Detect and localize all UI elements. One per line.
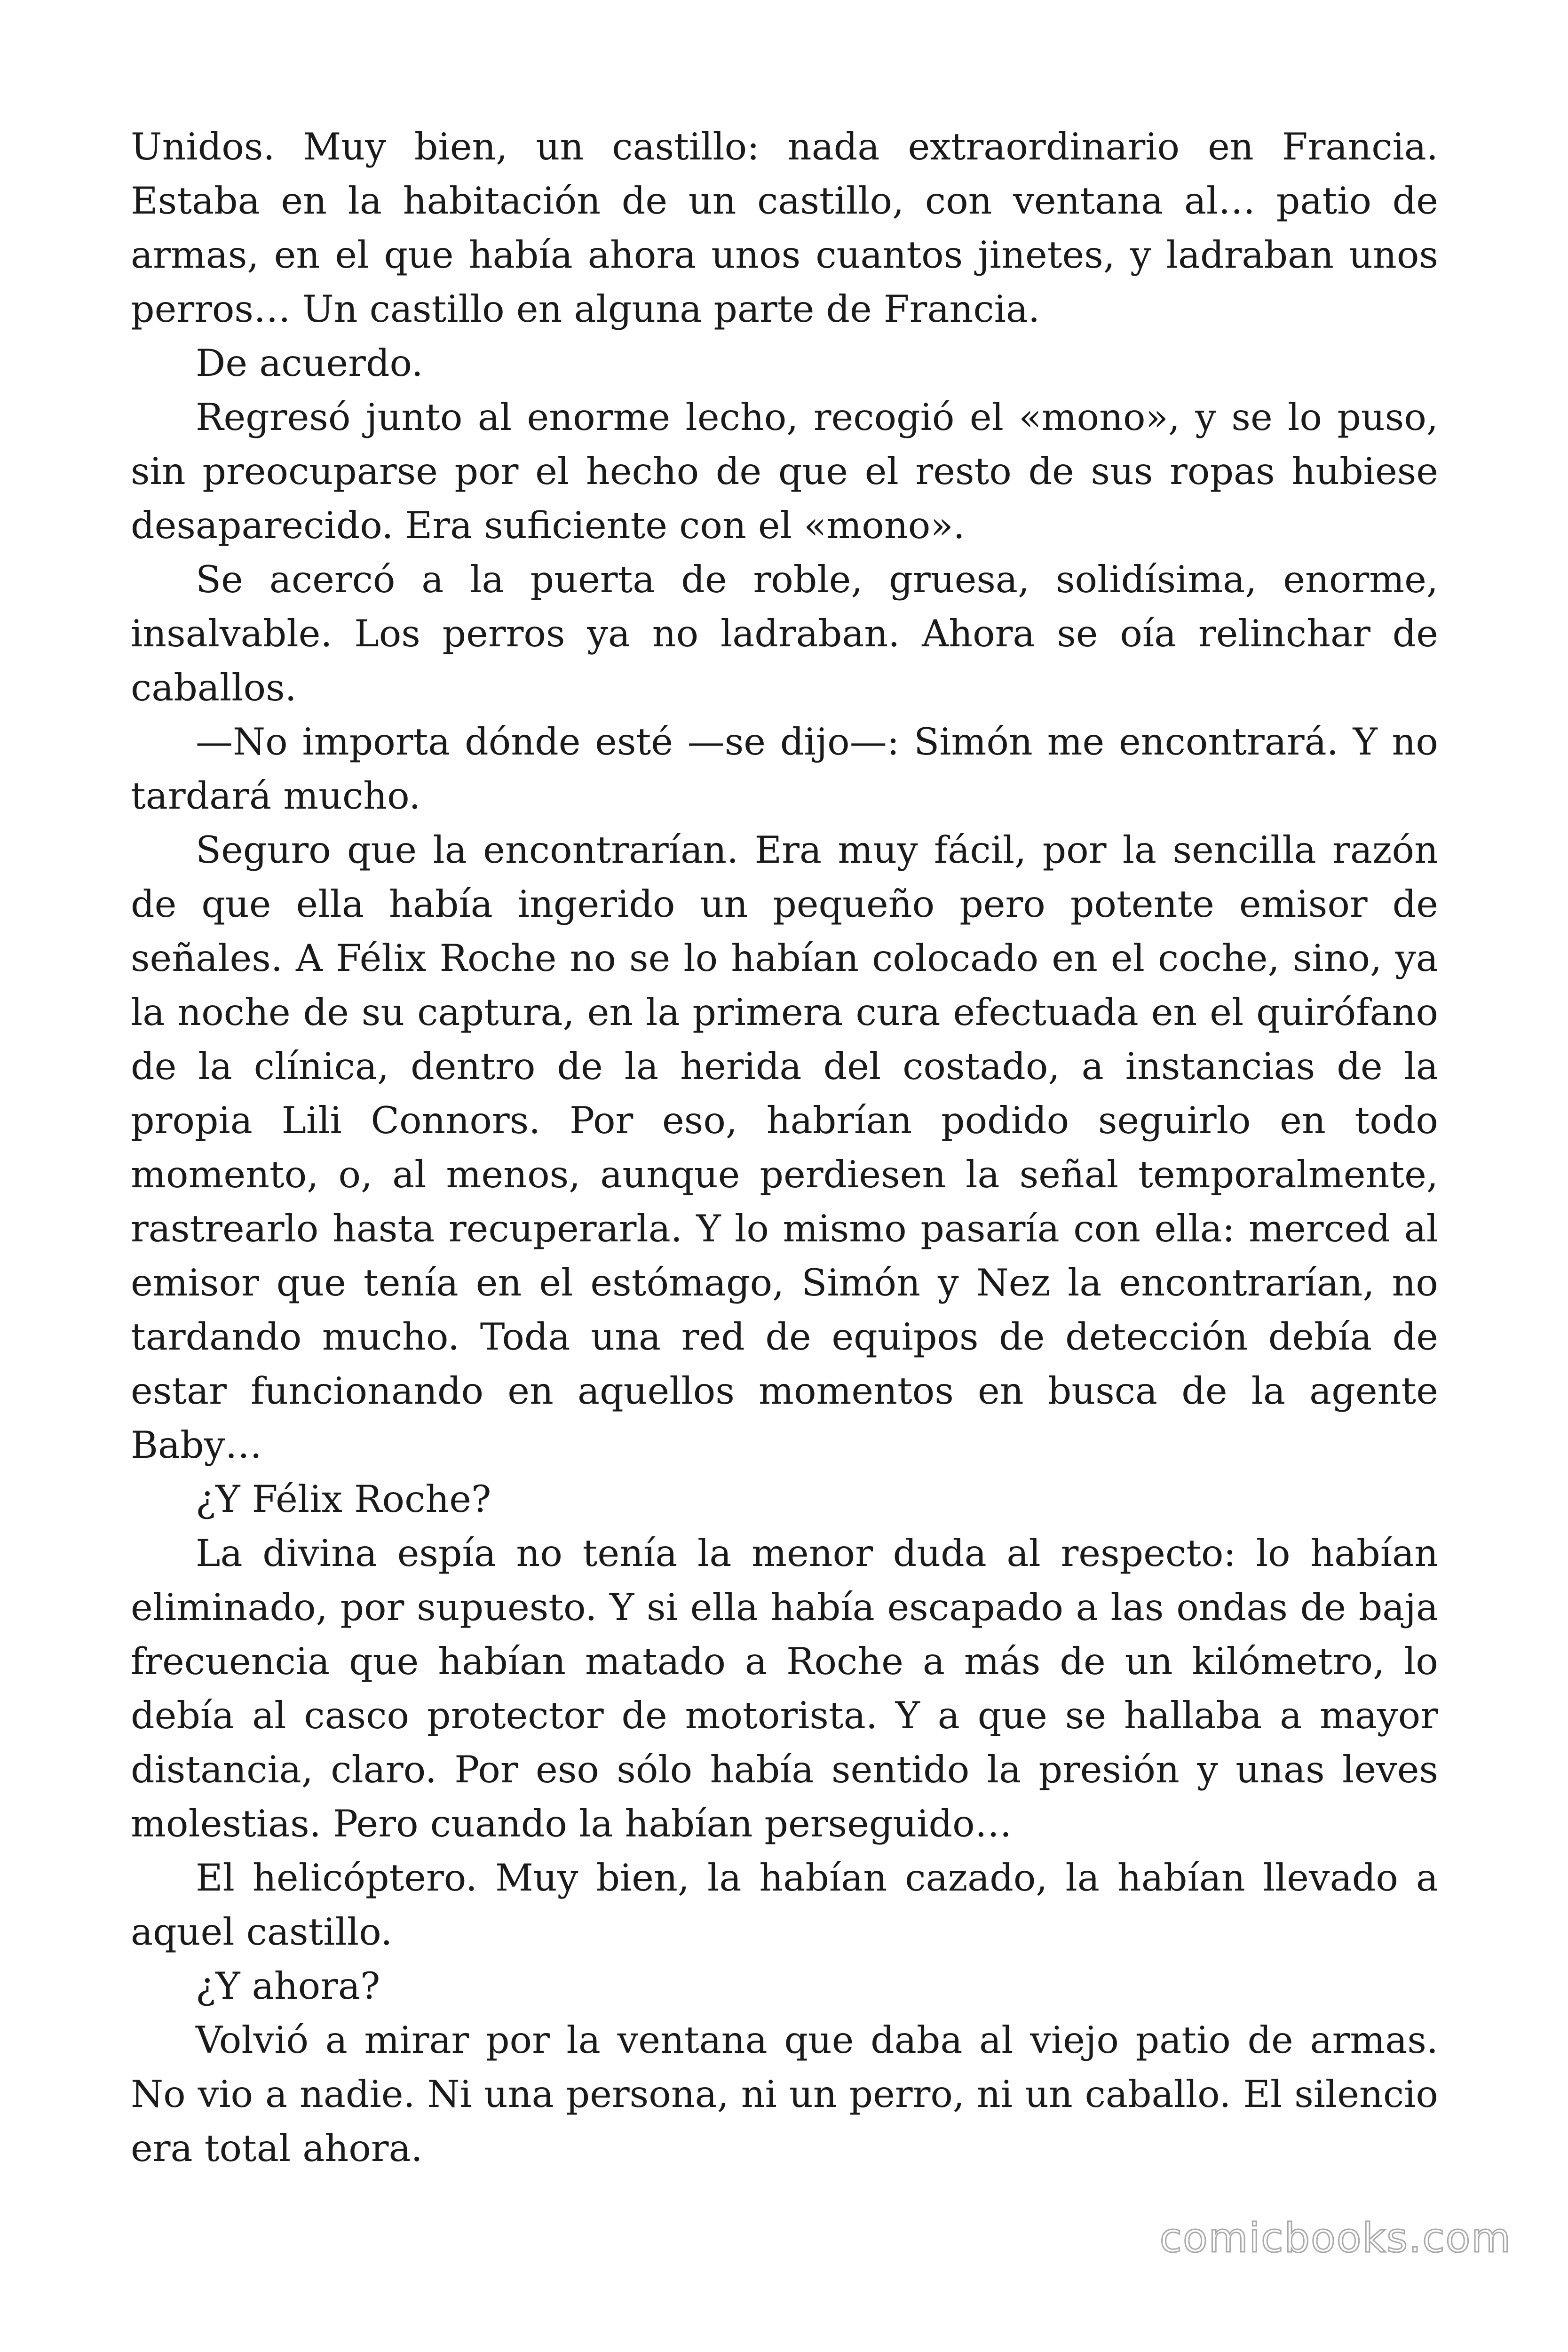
paragraph: Regresó junto al enorme lecho, recogió el «mono», y se lo puso, sin preocuparse por el hecho de que el resto de sus ropas hubiese desaparecido. Era suficiente con el «mono». xyxy=(131,396,1438,547)
paragraph: Seguro que la encontrarían. Era muy fácil, por la sencilla razón de que ella había ingerido un pequeño pero potente emisor de señales. A Félix Roche no se lo habían colocado en el coche, sino, ya la noche de su captura, en la primera cura efectuada en el quirófano de la clínica, dentro de la herida del costado, a instancias de la propia Lili Connors. Por eso, habrían podido seguirlo en todo momento, o, al menos, aunque perdiesen la señal temporalmente, rastrearlo hasta recuperarla. Y lo mismo pasaría con ella: merced al emisor que tenía en el estómago, Simón y Nez la encontrarían, no tardando mucho. Toda una red de equipos de detección debía de estar funcionando en aquellos momentos en busca de la agente Baby… xyxy=(131,828,1438,1467)
paragraph: La divina espía no tenía la menor duda al respecto: lo habían eliminado, por supuesto. Y si ella había escapado a las ondas de baja frecuencia que habían matado a Roche a más de un kilómetro, lo debía al casco protector de motorista. Y a que se hallaba a mayor distancia, claro. Por eso sólo había sentido la presión y unas leves molestias. Pero cuando la habían perseguido… xyxy=(131,1532,1438,1845)
paragraph: Unidos. Muy bien, un castillo: nada extraordinario en Francia. Estaba en la habitación de un castillo, con ventana al… patio de armas, en el que había ahora unos cuantos jinetes, y ladraban unos perros… Un castillo en alguna parte de Francia. xyxy=(131,125,1438,331)
paragraph: —No importa dónde esté —se dijo—: Simón me encontrará. Y no tardará mucho. xyxy=(131,720,1438,818)
paragraph: ¿Y ahora? xyxy=(196,1964,380,2008)
body-text xyxy=(131,120,1438,2176)
paragraph: De acuerdo. xyxy=(196,342,423,385)
watermark: comicbooks.com xyxy=(1159,2215,1512,2262)
paragraph: Se acercó a la puerta de roble, gruesa, solidísima, enorme, insalvable. Los perros ya no ladraban. Ahora se oía relinchar de caballos. xyxy=(131,558,1438,709)
paragraph: Volvió a mirar por la ventana que daba al viejo patio de armas. No vio a nadie. Ni una persona, ni un perro, ni un caballo. El silencio era total ahora. xyxy=(131,2018,1438,2170)
paragraph: El helicóptero. Muy bien, la habían cazado, la habían llevado a aquel castillo. xyxy=(131,1856,1438,1954)
paragraph: ¿Y Félix Roche? xyxy=(196,1478,491,1521)
